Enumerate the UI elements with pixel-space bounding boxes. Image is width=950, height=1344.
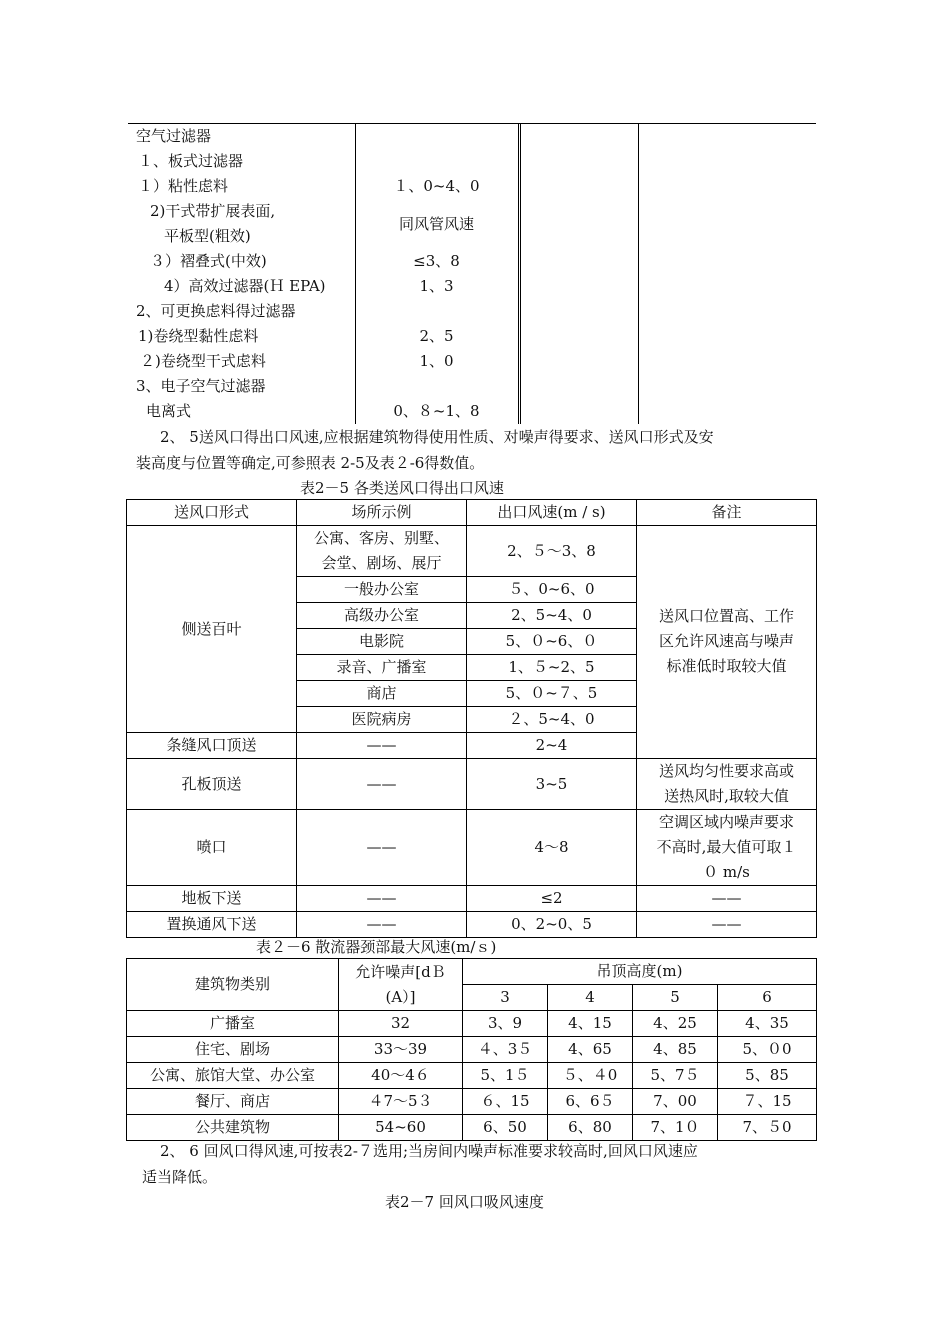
filter-label: ２)卷绕型干式虑料: [140, 352, 266, 370]
speed-cell: 2、５～3、8: [467, 526, 637, 577]
paragraph-2-6-line2: 适当降低。: [142, 1168, 218, 1186]
perforated-note: [637, 759, 817, 810]
note-line: 送风口位置高、工作: [658, 607, 794, 625]
filter-empty-column: [638, 124, 816, 424]
filter-empty-column: [519, 124, 638, 424]
note-line: 区允许风速高与噪声: [658, 632, 794, 650]
filter-value: 同风管风速: [398, 215, 474, 233]
table-2-6-caption: 表２－6 散流器颈部最大风速(m/ｓ): [256, 938, 497, 956]
place-cell: [297, 526, 467, 577]
speed-value: 4、35: [718, 1011, 817, 1037]
floor-form: 地板下送: [127, 886, 297, 912]
place-cell: ——: [297, 810, 467, 886]
place-cell: 一般办公室: [297, 577, 467, 603]
table-2-5: [126, 499, 817, 938]
speed-value: ７、15: [718, 1089, 817, 1115]
noise-cell: 40～4６: [339, 1063, 463, 1089]
speed-cell: ５、0~6、0: [467, 577, 637, 603]
building-type-cell: 公寓、旅馆大堂、办公室: [127, 1063, 339, 1089]
speed-cell: ≤2: [467, 886, 637, 912]
filter-label: １）粘性虑料: [138, 177, 229, 195]
table-header-cell: 备注: [637, 500, 817, 526]
building-type-header: 建筑物类别: [127, 959, 339, 1011]
table-header-cell: 出口风速(m / s): [467, 500, 637, 526]
height-header: 3: [463, 985, 548, 1011]
speed-value: 5、85: [718, 1063, 817, 1089]
noise-cell: ４7～5３: [339, 1089, 463, 1115]
speed-value: 7、５0: [718, 1115, 817, 1141]
speed-cell: 3~5: [467, 759, 637, 810]
note-cell: ——: [637, 886, 817, 912]
speed-cell: 2、5~4、0: [467, 603, 637, 629]
table-row: [127, 1011, 817, 1037]
side-louver-form: 侧送百叶: [127, 526, 297, 733]
filter-label: 4）高效过滤器(Ｈ EPA): [164, 277, 326, 295]
note-line: 送热风时,取较大值: [664, 787, 789, 805]
filter-label: 2、可更换虑料得过滤器: [136, 302, 296, 320]
speed-value: 5、1５: [463, 1063, 548, 1089]
filter-label: 3、电子空气过滤器: [136, 377, 266, 395]
nozzle-note: [637, 810, 817, 886]
note-line: 送风均匀性要求高或: [658, 762, 794, 780]
noise-cell: 32: [339, 1011, 463, 1037]
speed-value: ５、４0: [548, 1063, 633, 1089]
filter-label: 空气过滤器: [136, 127, 212, 145]
speed-value: ６、15: [463, 1089, 548, 1115]
speed-value: 3、9: [463, 1011, 548, 1037]
place-line: 公寓、客房、别墅、: [313, 529, 449, 547]
filter-value: 1、3: [419, 277, 454, 295]
table-2-6: [126, 958, 817, 1141]
filter-value: 0、８~1、8: [393, 402, 480, 420]
table-header-cell: 送风口形式: [127, 500, 297, 526]
perforated-form: 孔板顶送: [127, 759, 297, 810]
speed-value: 6、6５: [548, 1089, 633, 1115]
filter-value: [356, 124, 518, 149]
filter-value: 1、0: [419, 352, 454, 370]
noise-header: [339, 959, 463, 1011]
place-cell: 电影院: [297, 629, 467, 655]
note-cell: ——: [637, 912, 817, 938]
filter-label: 平板型(粗效): [164, 227, 251, 245]
speed-cell: ２、5~4、0: [467, 707, 637, 733]
building-type-cell: 公共建筑物: [127, 1115, 339, 1141]
height-header: 4: [548, 985, 633, 1011]
note-line: ０ m/s: [703, 863, 750, 881]
speed-value: 4、65: [548, 1037, 633, 1063]
place-cell: 高级办公室: [297, 603, 467, 629]
filter-value: １、0~4、0: [393, 177, 480, 195]
table-row: [127, 1063, 817, 1089]
note-line: 不高时,最大值可取１: [656, 838, 797, 856]
note-line: 空调区域内噪声要求: [658, 813, 794, 831]
filter-label: 1)卷绕型黏性虑料: [138, 327, 259, 345]
place-cell: ——: [297, 759, 467, 810]
noise-header-line: (A）]: [385, 987, 416, 1006]
noise-header-line: 允许噪声[dＢ: [355, 962, 446, 981]
table-row: [127, 1115, 817, 1141]
filter-label: 2)干式带扩展表面,: [150, 202, 276, 220]
filter-values-column: [355, 124, 519, 424]
table-2-5-caption: 表2－5 各类送风口得出口风速: [300, 479, 504, 497]
paragraph-2-6-line1: 2、 6 回风口得风速,可按表2-７选用;当房间内噪声标准要求较高时,回风口风速应: [160, 1142, 698, 1160]
nozzle-form: 喷口: [127, 810, 297, 886]
note-line: 标准低时取较大值: [666, 657, 787, 675]
filter-table: [128, 124, 816, 424]
filter-label: ３）褶叠式(中效): [150, 252, 267, 270]
filter-value: [356, 149, 518, 174]
speed-value: 7、00: [633, 1089, 718, 1115]
height-header: 5: [633, 985, 718, 1011]
place-cell: ——: [297, 912, 467, 938]
paragraph-2-5-line2: 装高度与位置等确定,可参照表 2-5及表２-6得数值。: [136, 454, 485, 472]
paragraph-2-5-line1: 2、 5送风口得出口风速,应根据建筑物得使用性质、对噪声得要求、送风口形式及安: [160, 428, 714, 446]
speed-value: 4、15: [548, 1011, 633, 1037]
speed-value: 5、０0: [718, 1037, 817, 1063]
filter-value: [356, 299, 518, 324]
filter-label: 电离式: [146, 402, 192, 420]
place-cell: 医院病房: [297, 707, 467, 733]
filter-value: [356, 374, 518, 399]
speed-value: 6、80: [548, 1115, 633, 1141]
table-row: [127, 1089, 817, 1115]
side-louver-note: [637, 526, 817, 759]
speed-value: 6、50: [463, 1115, 548, 1141]
displacement-form: 置换通风下送: [127, 912, 297, 938]
place-cell: 录音、广播室: [297, 655, 467, 681]
slot-form: 条缝风口顶送: [127, 733, 297, 759]
ceiling-height-header: 吊顶高度(m): [463, 959, 817, 985]
place-line: 会堂、剧场、展厅: [321, 554, 442, 572]
noise-cell: 54~60: [339, 1115, 463, 1141]
speed-cell: 2~4: [467, 733, 637, 759]
speed-value: 4、25: [633, 1011, 718, 1037]
speed-cell: 1、５~2、5: [467, 655, 637, 681]
table-2-7-caption: 表2－7 回风口吸风速度: [385, 1193, 544, 1211]
filter-value: ≤3、8: [413, 252, 460, 270]
filter-label: １、板式过滤器: [138, 152, 244, 170]
height-header: 6: [718, 985, 817, 1011]
speed-value: 5、7５: [633, 1063, 718, 1089]
noise-cell: 33～39: [339, 1037, 463, 1063]
filter-value: 2、5: [419, 327, 454, 345]
building-type-cell: 住宅、剧场: [127, 1037, 339, 1063]
speed-cell: 5、０~6、０: [467, 629, 637, 655]
speed-cell: 5、０~７、5: [467, 681, 637, 707]
building-type-cell: 餐厅、商店: [127, 1089, 339, 1115]
filter-labels-column: [128, 124, 355, 424]
speed-value: 4、85: [633, 1037, 718, 1063]
speed-value: ４、3５: [463, 1037, 548, 1063]
building-type-cell: 广播室: [127, 1011, 339, 1037]
speed-value: 7、1０: [633, 1115, 718, 1141]
speed-cell: 4～8: [467, 810, 637, 886]
place-cell: ——: [297, 886, 467, 912]
place-cell: 商店: [297, 681, 467, 707]
table-row: [127, 1037, 817, 1063]
speed-cell: 0、2~0、5: [467, 912, 637, 938]
place-cell: ——: [297, 733, 467, 759]
table-header-cell: 场所示例: [297, 500, 467, 526]
